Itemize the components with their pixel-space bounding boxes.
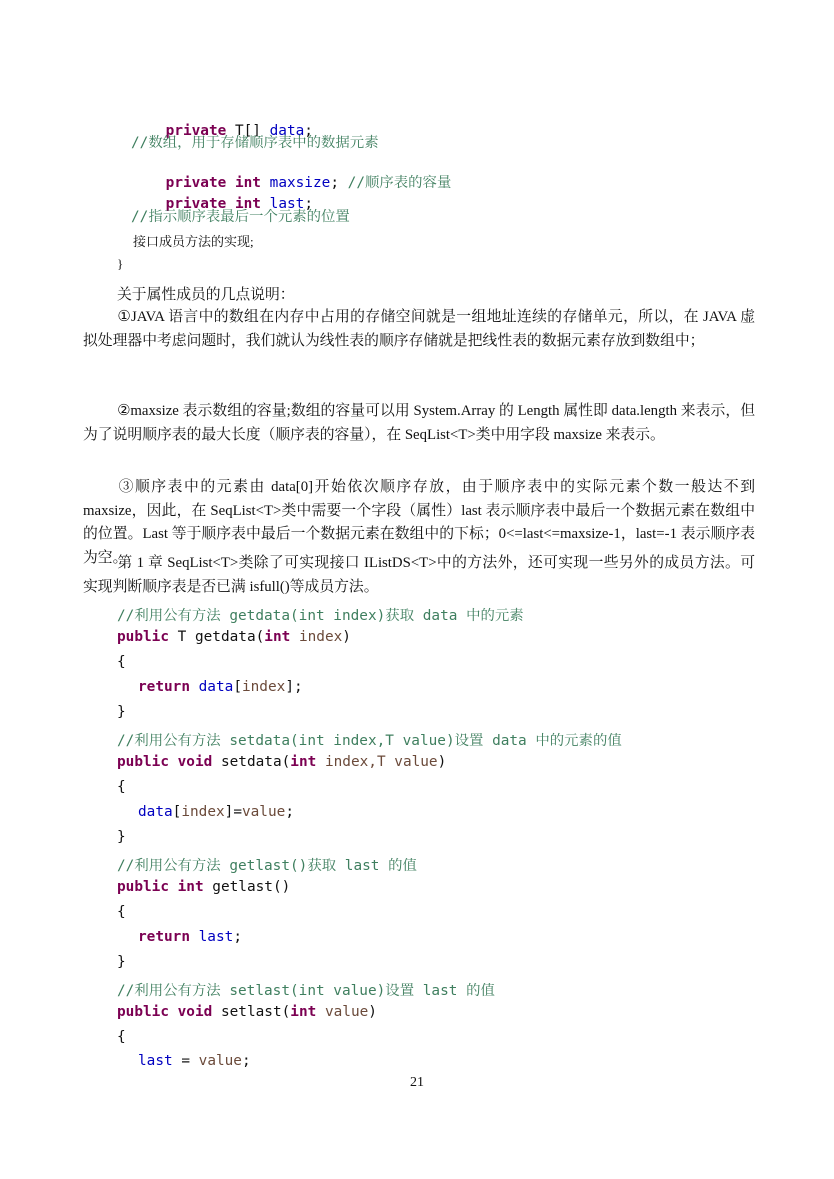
- code-getlast-signature: public int getlast(): [117, 879, 291, 895]
- code-close-brace: }: [117, 829, 126, 845]
- code-assign-data: data[index]=value;: [138, 804, 294, 820]
- section-heading: 关于属性成员的几点说明：: [117, 287, 295, 303]
- semicolon: ;: [330, 175, 339, 191]
- keyword: private: [165, 123, 227, 139]
- code-comment: //指示顺序表最后一个元素的位置: [131, 209, 350, 225]
- code-comment-getdata: //利用公有方法 getdata(int index)获取 data 中的元素: [117, 608, 524, 624]
- keyword: private: [165, 175, 227, 191]
- code-getdata-signature: public T getdata(int index): [117, 629, 351, 645]
- paragraph-4: [83, 552, 755, 599]
- code-close-brace: }: [117, 954, 126, 970]
- code-assign-last: last = value;: [138, 1053, 251, 1069]
- paragraph-2: [83, 400, 755, 447]
- code-setlast-signature: public void setlast(int value): [117, 1004, 377, 1020]
- field-name: data: [269, 123, 305, 139]
- code-closing-brace: }: [117, 256, 124, 271]
- paragraph-4-text: 第 1 章 SeqList<T>类除了可实现接口 IListDS<T>中的方法外，还可实现一些另外的成员方法。可实现判断顺序表是否已满 isfull()等成员方法。: [83, 555, 755, 595]
- semicolon: ;: [304, 123, 313, 139]
- keyword: int: [234, 175, 261, 191]
- page-number: 21: [410, 1075, 424, 1090]
- paragraph-1: [83, 306, 755, 353]
- type-text: T[]: [226, 123, 270, 139]
- code-comment: //顺序表的容量: [347, 175, 452, 191]
- code-open-brace: {: [117, 779, 126, 795]
- paragraph-2-text: ②maxsize 表示数组的容量;数组的容量可以用 System.Array 的 Length 属性即 data.length 来表示，但为了说明顺序表的最大长度（顺序表的容量），在 SeqList<T>类中用字段 maxsize 来表示。: [83, 403, 755, 443]
- field-name: maxsize: [269, 175, 331, 191]
- field-name: last: [269, 196, 305, 212]
- code-comment: //数组，用于存储顺序表中的数据元素: [131, 135, 379, 151]
- semicolon: ;: [304, 196, 313, 212]
- code-open-brace: {: [117, 654, 126, 670]
- code-open-brace: {: [117, 904, 126, 920]
- keyword: int: [234, 196, 261, 212]
- paragraph-1-text: ①JAVA 语言中的数组在内存中占用的存储空间就是一组地址连续的存储单元，所以，在 JAVA 虚拟处理器中考虑问题时，我们就认为线性表的顺序存储就是把线性表的数据元素存放到数组中；: [83, 309, 755, 349]
- code-text-note: 接口成员方法的实现;: [133, 234, 254, 249]
- code-comment-setdata: //利用公有方法 setdata(int index,T value)设置 data 中的元素的值: [117, 733, 622, 749]
- code-open-brace: {: [117, 1029, 126, 1045]
- code-setdata-signature: public void setdata(int index,T value): [117, 754, 447, 770]
- code-return-data: return data[index];: [138, 679, 303, 695]
- paragraph-3-text: ③顺序表中的元素由 data[0]开始依次顺序存放，由于顺序表中的实际元素个数一般达不到 maxsize，因此，在 SeqList<T>类中需要一个字段（属性）last 表示顺序表中最后一个数据元素在数组中的位置。Last 等于顺序表中最后一个数据元素在数组中的下标；0<=last<=maxsize-1，last=-1 表示顺序表为空。: [83, 479, 755, 566]
- code-comment-getlast: //利用公有方法 getlast()获取 last 的值: [117, 858, 417, 874]
- code-comment-setlast: //利用公有方法 setlast(int value)设置 last 的值: [117, 983, 495, 999]
- code-close-brace: }: [117, 704, 126, 720]
- code-return-last: return last;: [138, 929, 242, 945]
- keyword: private: [165, 196, 227, 212]
